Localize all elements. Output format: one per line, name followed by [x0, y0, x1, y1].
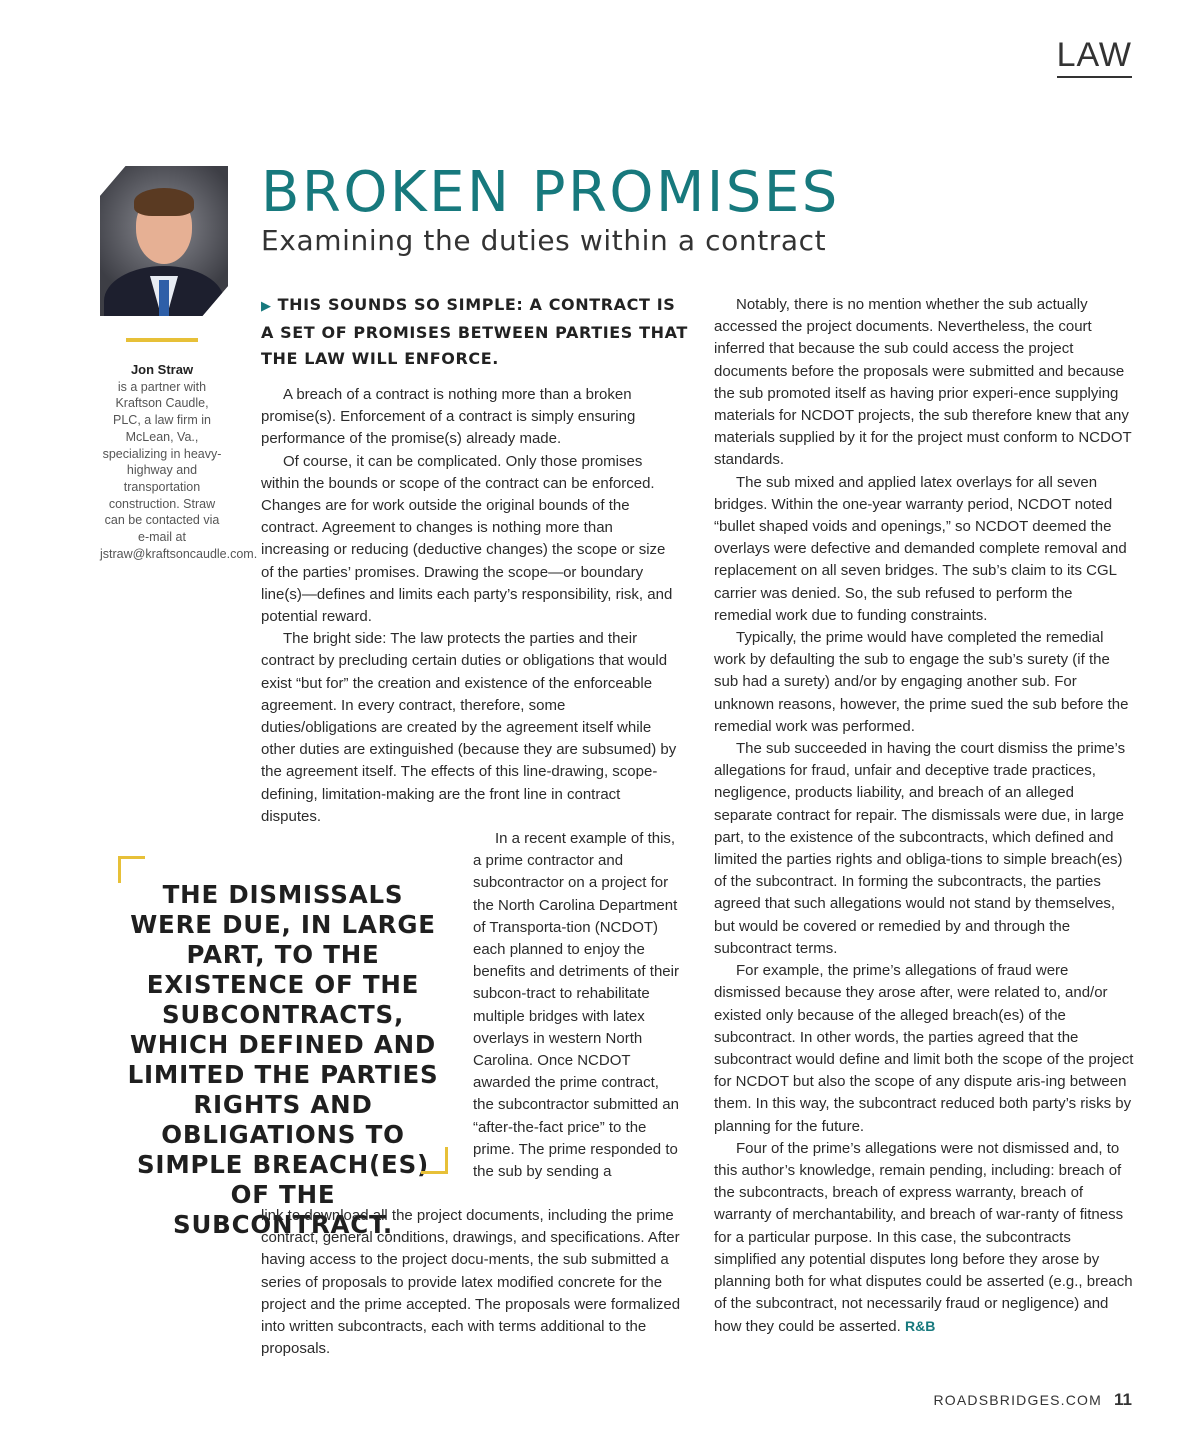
body-column-1-inset [473, 828, 681, 1183]
article-title: BROKEN PROMISES [261, 160, 840, 225]
footer-site: ROADSBRIDGES.COM [933, 1392, 1103, 1408]
quote-corner-bottom-right [421, 1147, 448, 1174]
paragraph: In a recent example of this, a prime contractor and subcontractor on a project for the North Carolina Department of Transporta-tion (NCDOT) each planned to enjoy the benefits and detriments of their subcon-tract to rehabilitate multiple bridges with latex overlays in western North Carolina. Once NCDOT awarded the prime contract, the subcontractor submitted an “after-the-fact price” to the prime. The prime responded to the sub by sending a [473, 830, 679, 1181]
triangle-bullet-icon: ▶ [261, 299, 272, 314]
lede-text: THIS SOUNDS SO SIMPLE: A CONTRACT IS A SET OF PROMISES BETWEEN PARTIES THAT THE LAW WILL ENFORCE. [261, 295, 688, 368]
author-name: Jon Straw [130, 362, 194, 377]
pull-quote [118, 856, 448, 1239]
author-photo [100, 166, 228, 316]
paragraph: Notably, there is no mention whether the sub actually accessed the project documents. Nevertheless, the court inferred that because the sub could access the project documents before the proposals were submitted and because the sub promoted itself as having prior experi-ence supplying materials for NCDOT projects, the sub therefore knew that any materials supplied by it for the project must conform to NCDOT standards. [714, 296, 1132, 469]
pull-quote-text: THE DISMISSALS WERE DUE, IN LARGE PART, TO THE EXISTENCE OF THE SUBCONTRACTS, WHICH DEFINED AND LIMITED THE PARTIES RIGHTS AND OBLIGATIONS TO SIMPLE BREACH(ES) OF THE SUBCONTRACT. [127, 880, 439, 1239]
quote-corner-top-left [118, 856, 145, 883]
paragraph: Of course, it can be complicated. Only those promises within the bounds or scope of the contract can be enforced. Changes are for work outside the original bounds of the contract. Agreement to changes is nothing more than increasing or reducing (deductive changes) the scope or size of the parties’ promises. Drawing the scope—or boundary line(s)—defines and limits each party’s responsibility, risk, and potential reward. [261, 452, 673, 626]
divider [126, 338, 198, 342]
author-bio-text: is a partner with Kraftson Caudle, PLC, a law firm in McLean, Va., specializing in heavy-highway and transportation construction. Straw can be contacted via e-mail at jstraw@kraftsoncaudle.com. [100, 379, 258, 561]
author-bio [100, 362, 258, 562]
end-mark: R&B [904, 1318, 936, 1335]
paragraph: link to download all the project documents, including the prime contract, general conditions, drawings, and specifications. After having access to the project docu-ments, the sub submitted a series of proposals to provide latex modified concrete for the project and the prime accepted. The proposals were formalized into written subcontracts, each with terms additional to the proposals. [261, 1207, 681, 1358]
paragraph: The sub succeeded in having the court dismiss the prime’s allegations for fraud, unfair and deceptive trade practices, negligence, products liability, and breach of an alleged separate contract for repair. The dismissals were due, in large part, to the existence of the subcontracts, which defined and limited the parties rights and obliga-tions to simple breach(es) of the subcontract. In forming the subcontracts, the parties agreed that such allegations would not stand by themselves, but would be covered or remedied by and through the subcontract terms. [714, 740, 1126, 957]
paragraph: The sub mixed and applied latex overlays for all seven bridges. Within the one-year warranty period, NCDOT noted “bullet shaped voids and openings,” so NCDOT deemed the overlays were defective and demanded complete removal and replacement on all seven bridges. The sub’s claim to its CGL carrier was denied. So, the sub refused to perform the remedial work due to funding constraints. [714, 473, 1127, 624]
paragraph-text: Four of the prime’s allegations were not dismissed and, to this author’s knowledge, remain pending, including: breach of the subcontracts, breach of express warranty, breach of warranty of merchantability, and breach of war-ranty of fitness for a particular purpose. In this case, the subcontracts simplified any potential disputes long before they arose by planning both for what disputes could be asserted (e.g., breach of the subcontract, not necessarily fraud or negligence) and how they could be asserted. [714, 1139, 1133, 1336]
paragraph: For example, the prime’s allegations of fraud were dismissed because they arose after, were related to, and/or existed only because of the alleged breach(es) of the subcontract. In other words, the parties agreed that the subcontract would define and limit both the scope of the project for NCDOT but also the scope of any dispute aris-ing between them. In this way, the subcontract reduced both party’s risks by planning for the future. [714, 962, 1134, 1135]
body-column-1-continued [261, 1205, 683, 1360]
section-label: LAW [1057, 36, 1132, 78]
body-column-1 [261, 384, 681, 828]
lede [261, 292, 693, 372]
article-subtitle: Examining the duties within a contract [261, 224, 827, 257]
body-column-2 [714, 294, 1134, 1339]
page-number: 11 [1114, 1390, 1132, 1409]
page-footer [933, 1390, 1132, 1410]
paragraph: The bright side: The law protects the parties and their contract by precluding certain duties or obligations that would exist “but for” the creation and existence of the enforceable agreement. In every contract, therefore, some duties/obligations are created by the agreement itself while other duties are extinguished (because they are subsumed) by the agreement itself. The effects of this line-drawing, scope-defining, limitation-making are the front line in contract disputes. [261, 630, 677, 825]
paragraph: Typically, the prime would have completed the remedial work by defaulting the sub to engage the sub’s surety (if the sub had a surety) and/or by engaging another sub. For unknown reasons, however, the prime sued the sub before the remedial work was performed. [714, 629, 1129, 735]
paragraph: A breach of a contract is nothing more than a broken promise(s). Enforcement of a contract is simply ensuring performance of the promise(s) already made. [261, 386, 636, 448]
paragraph [714, 1138, 1134, 1339]
